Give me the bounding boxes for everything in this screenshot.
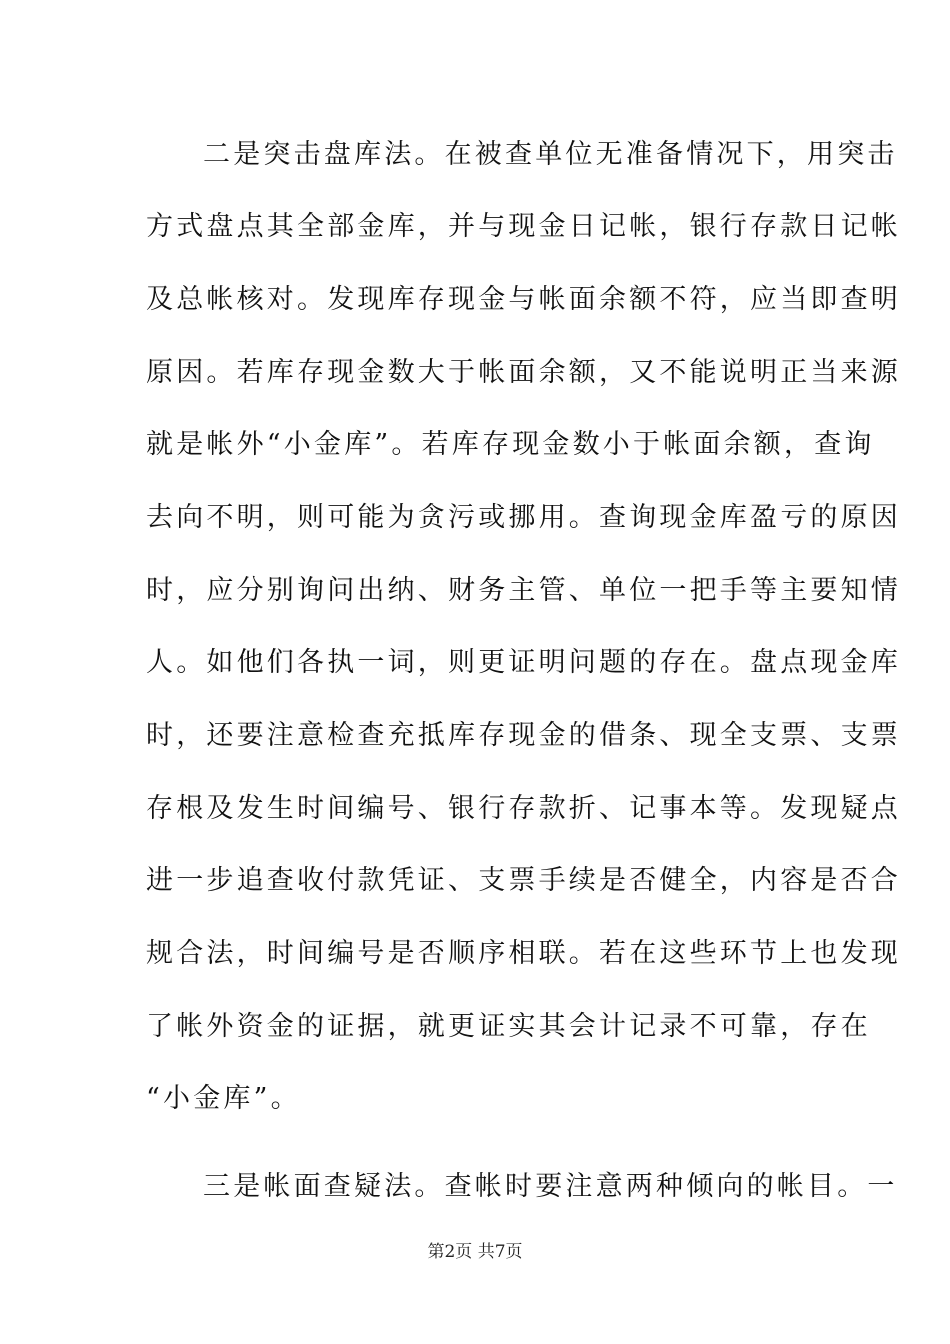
paragraph-line: 了帐外资金的证据，就更证实其会计记录不可靠，存在 [146, 1011, 871, 1042]
paragraph-line: “小金库”。 [146, 1083, 301, 1114]
paragraph-line: 三是帐面查疑法。查帐时要注意两种倾向的帐目。一 [203, 1171, 898, 1202]
paragraph-line: 去向不明，则可能为贪污或挪用。查询现金库盈亏的原因 [146, 502, 901, 533]
page-total: 共7页 [477, 1242, 523, 1262]
paragraph-line: 及总帐核对。发现库存现金与帐面余额不符，应当即查明 [146, 284, 901, 315]
page-footer [0, 1240, 950, 1264]
page-number: 第2页 [427, 1242, 473, 1262]
paragraph-line: 人。如他们各执一词，则更证明问题的存在。盘点现金库 [146, 647, 901, 678]
paragraph-line: 就是帐外“小金库”。若库存现金数小于帐面余额，查询 [146, 429, 875, 460]
paragraph-line: 进一步追查收付款凭证、支票手续是否健全，内容是否合 [146, 865, 901, 896]
paragraph-line: 方式盘点其全部金库，并与现金日记帐，银行存款日记帐 [146, 211, 901, 242]
paragraph-line: 时，还要注意检查充抵库存现金的借条、现全支票、支票 [146, 720, 901, 751]
paragraph-line: 时，应分别询问出纳、财务主管、单位一把手等主要知情 [146, 575, 901, 606]
paragraph-line: 存根及发生时间编号、银行存款折、记事本等。发现疑点 [146, 793, 901, 824]
paragraph-line: 原因。若库存现金数大于帐面余额，又不能说明正当来源 [146, 357, 901, 388]
paragraph-line: 规合法，时间编号是否顺序相联。若在这些环节上也发现 [146, 938, 901, 969]
paragraph-line: 二是突击盘库法。在被查单位无准备情况下，用突击 [203, 139, 898, 170]
